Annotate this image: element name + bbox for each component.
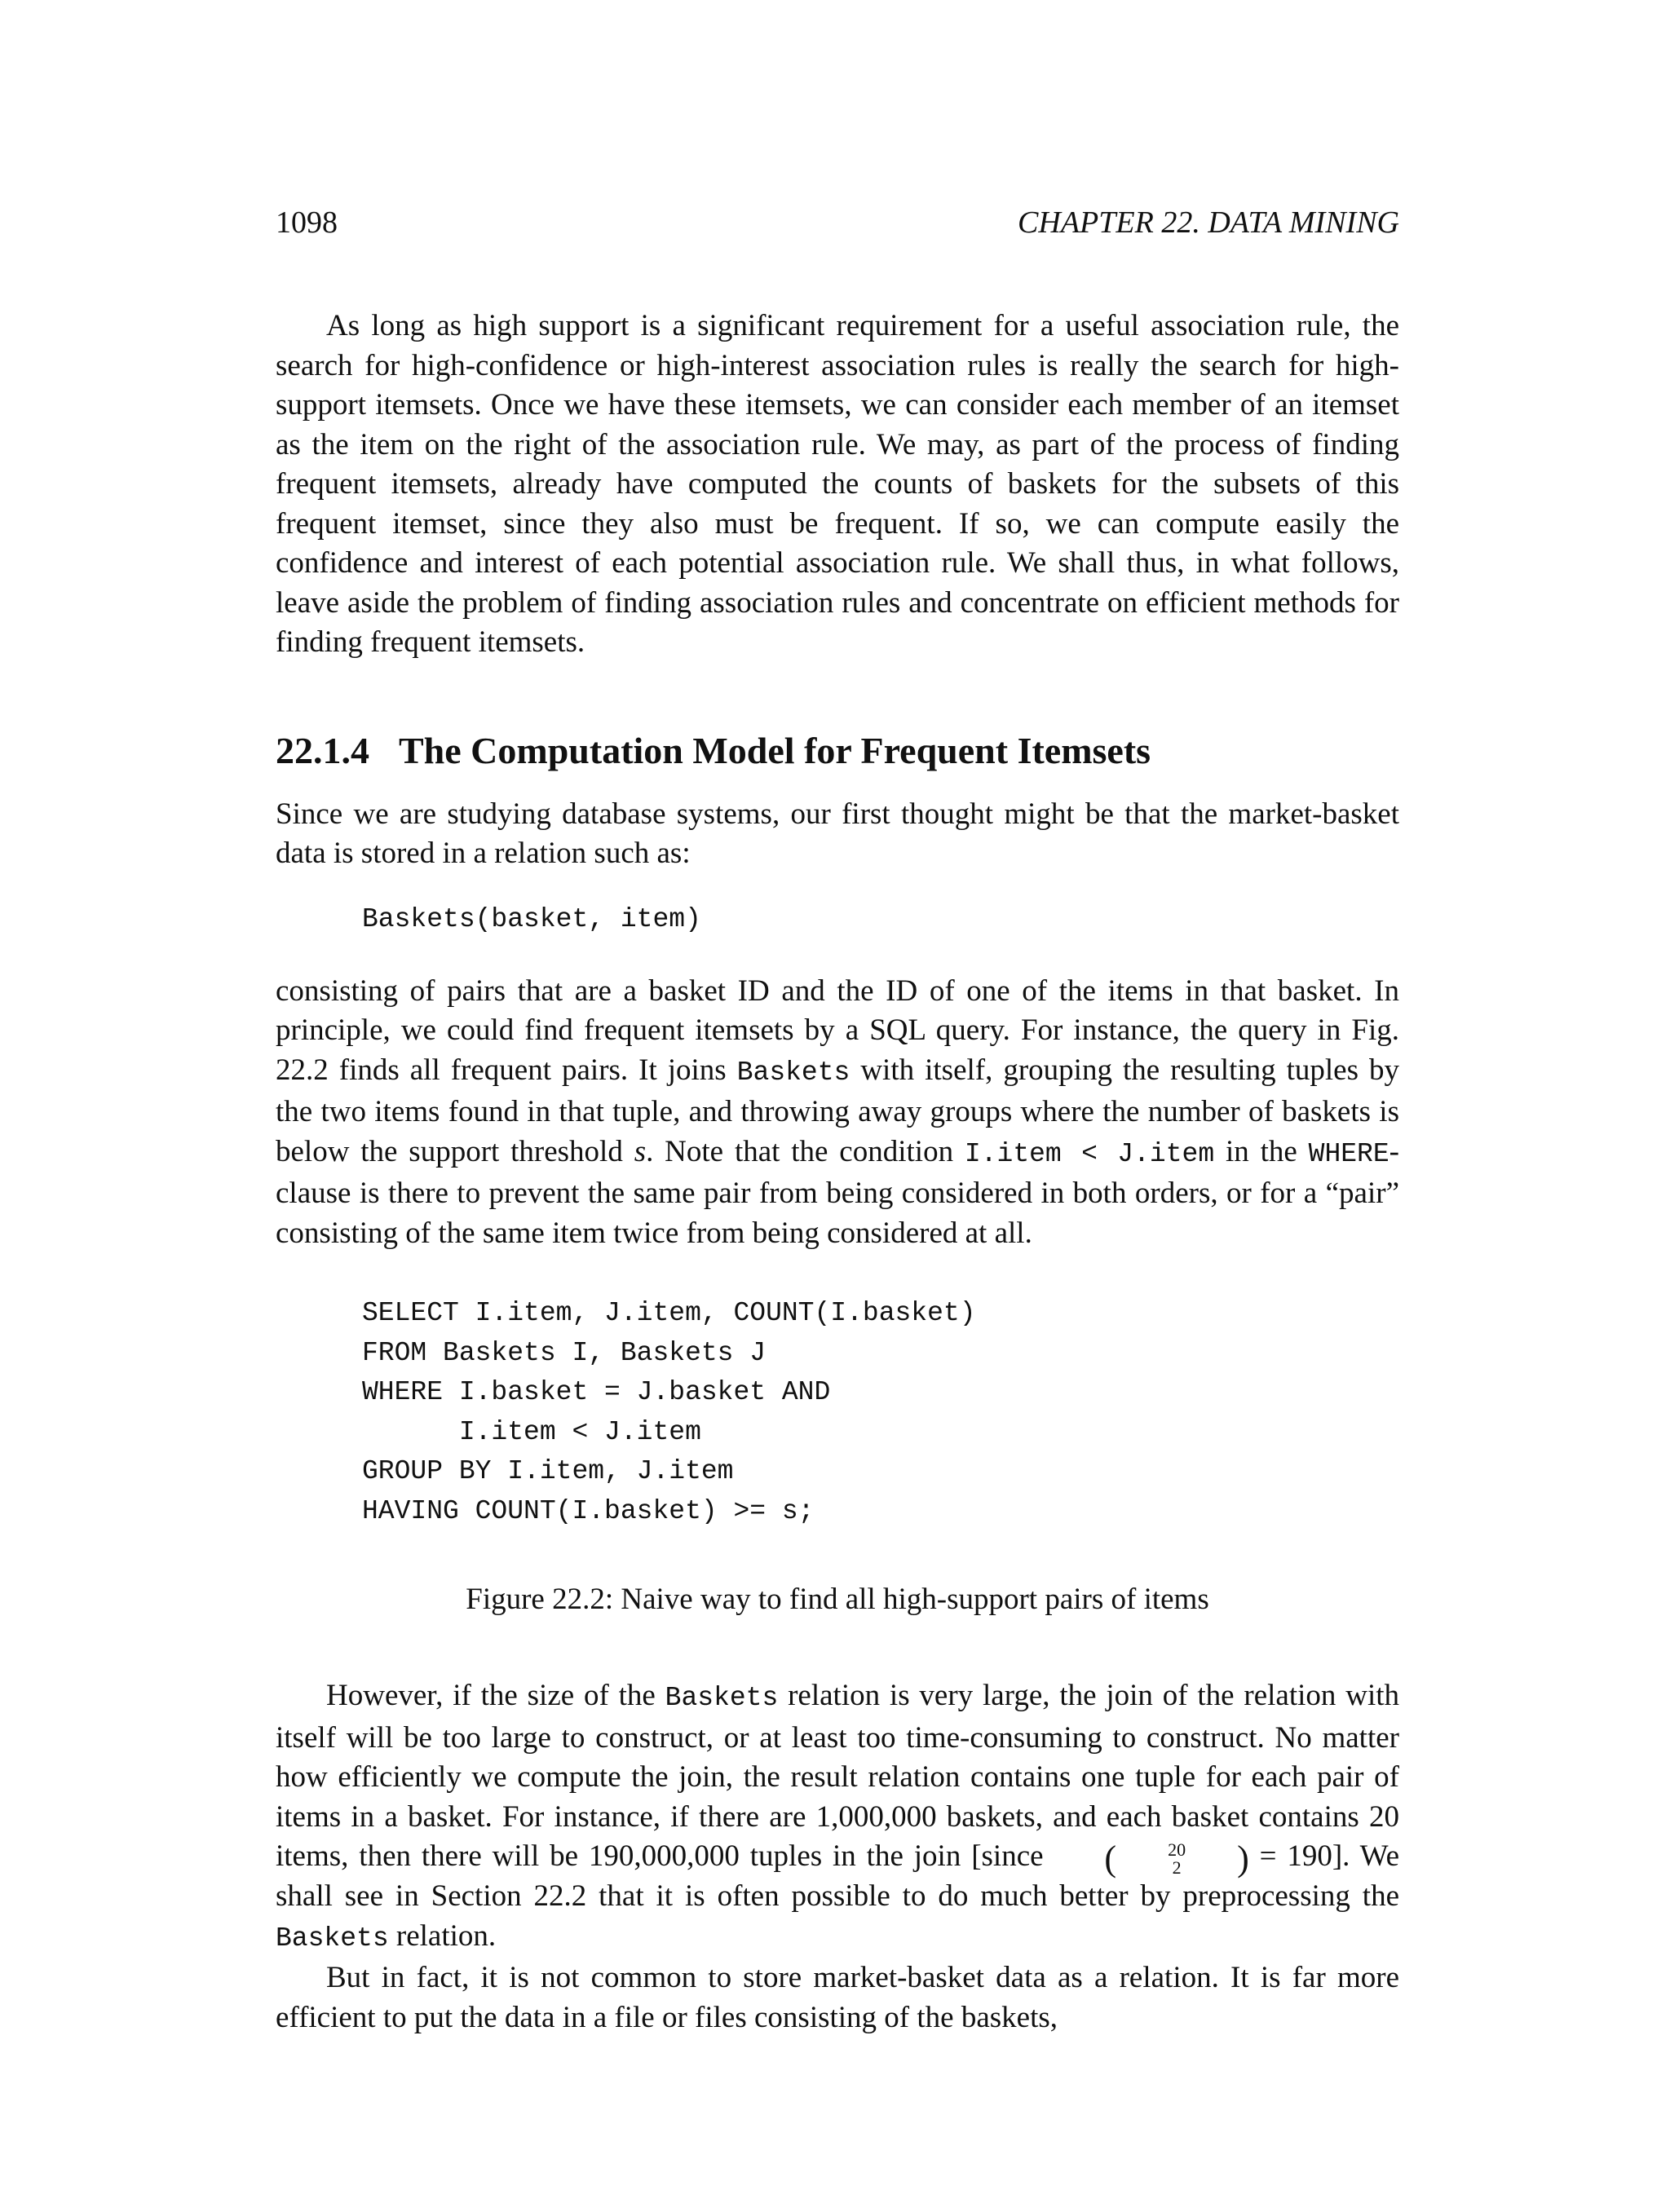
text-segment: -clause is there to prevent the same pair from being considered in both orders, or for a “pair” consisting of the same item twice from being considered at all.: [276, 1134, 1399, 1250]
text-segment: relation.: [388, 1918, 497, 1953]
document-page: [276, 204, 1399, 2038]
right-paren-glyph: ): [1237, 1839, 1249, 1879]
binomial-bottom: 2: [1172, 1857, 1182, 1878]
section-title: The Computation Model for Frequent Itemsets: [399, 729, 1151, 771]
binomial-top: 20: [1168, 1839, 1186, 1860]
code-line: I.item < J.item: [362, 1416, 701, 1447]
section-number: 22.1.4: [276, 729, 369, 771]
paragraph-file-storage: But in fact, it is not common to store market-basket data as a relation. It is far more efficient to put the data in a file or files consisting of the baskets,: [276, 1961, 1399, 2034]
binomial-coefficient: [1054, 1841, 1248, 1877]
math-variable: s: [634, 1134, 647, 1168]
code-line: HAVING COUNT(I.basket) >= s;: [362, 1495, 815, 1526]
inline-code: Baskets: [665, 1683, 779, 1713]
code-line: WHERE I.basket = J.basket AND: [362, 1377, 831, 1407]
text-segment: = 190]. We shall see in Section 22.2 that it is often possible to do much better by preprocessing the: [276, 1839, 1400, 1913]
text-segment: However, if the size of the: [326, 1679, 665, 1712]
page-number: 1098: [276, 205, 338, 240]
text-segment: . Note that the condition: [646, 1134, 965, 1168]
text-segment: in the: [1214, 1134, 1309, 1168]
inline-code: Baskets: [736, 1057, 850, 1088]
code-line: SELECT I.item, J.item, COUNT(I.basket): [362, 1298, 976, 1328]
figure-caption: Figure 22.2: Naive way to find all high-support pairs of items: [466, 1583, 1209, 1616]
paragraph-database-intro: Since we are studying database systems, our first thought might be that the market-basket data is stored in a relation such as:: [276, 797, 1399, 870]
chapter-title: CHAPTER 22. DATA MINING: [1018, 205, 1399, 240]
relation-schema: Baskets(basket, item): [362, 903, 701, 934]
code-line: FROM Baskets I, Baskets J: [362, 1337, 767, 1368]
left-paren-glyph: (: [1104, 1839, 1117, 1879]
paragraph-association-rules: As long as high support is a significant requirement for a useful association rule, the search for high-confidence or high-interest association rules is really the search for high-support itemsets. Once we have these itemsets, we can consider each member of an itemset as the item on the right of the association rule. We may, as part of the process of finding frequent itemsets, already have computed the counts of baskets for the subsets of this frequent itemset, since they also must be frequent. If so, we can compute easily the confidence and interest of each potential association rule. We shall thus, in what follows, leave aside the problem of finding association rules and concentrate on efficient methods for finding frequent itemsets.: [276, 309, 1399, 659]
binomial-stack: [1117, 1841, 1186, 1877]
section-heading: [276, 728, 1399, 774]
text-segment: relation is very large, the join of the relation with itself will be too large to construct, or at least too time-consuming to construct. No matter how efficiently we compute the join, the result relation contains one tuple for each pair of items in a basket. For instance, if there are 1,000,000 baskets, and each basket contains 20 items, then there will be 190,000,000 tuples in the join [since: [276, 1679, 1399, 1873]
text-segment: consisting of pairs that are a basket ID and the ID of one of the items in that basket. In principle, we could find frequent itemsets by a SQL query. For instance, the query in Fig. 22.2 finds all frequent pairs. It joins: [276, 974, 1399, 1087]
inline-code: WHERE: [1308, 1138, 1389, 1169]
code-line: GROUP BY I.item, J.item: [362, 1456, 734, 1486]
inline-code: I.item < J.item: [964, 1138, 1215, 1169]
inline-code: Baskets: [276, 1923, 389, 1954]
sql-code-block: [362, 1294, 1399, 1531]
paragraph-join-size: [276, 1676, 1399, 1958]
text-segment: with itself, grouping the resulting tuples by the two items found in that tuple, and throwing away groups where the number of baskets is below the support threshold: [276, 1053, 1399, 1168]
running-header: [276, 204, 1399, 241]
paragraph-sql-query: [276, 972, 1399, 1254]
